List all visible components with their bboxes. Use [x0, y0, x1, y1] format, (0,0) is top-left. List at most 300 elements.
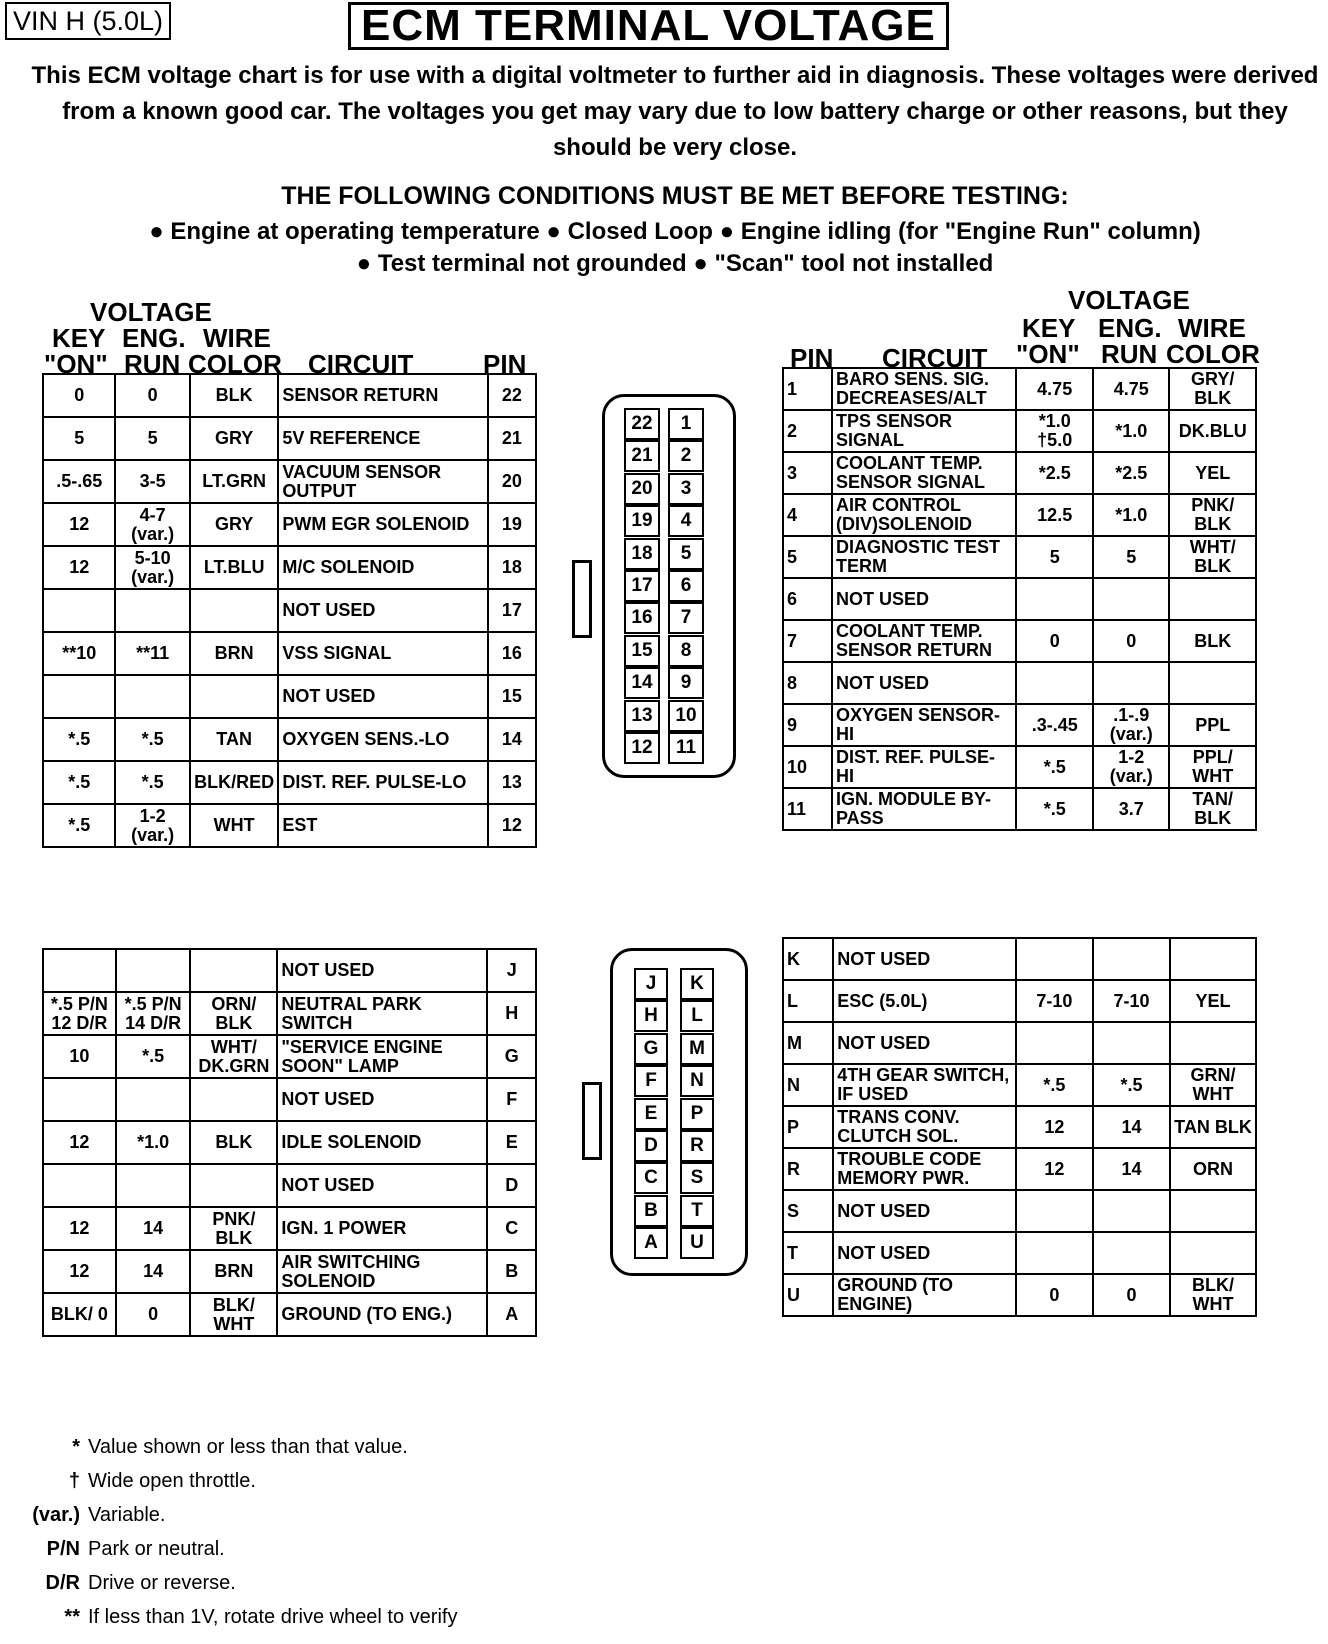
conditions-line-2: ● Test terminal not grounded ● "Scan" tool not installed: [356, 250, 994, 277]
table-row: [43, 992, 536, 1035]
connector-pin: R: [680, 1130, 714, 1162]
footnotes: [10, 1430, 457, 1634]
key-on-voltage: *.5: [1016, 788, 1093, 830]
table-row: [783, 368, 1256, 410]
connector-latch-bottom: [582, 1082, 602, 1160]
connector-pin: P: [680, 1098, 714, 1130]
wire-color: GRN/ WHT: [1170, 1064, 1256, 1106]
key-on-voltage: 10: [43, 1035, 116, 1078]
engine-run-voltage: 7-10: [1093, 980, 1170, 1022]
voltage-table-top-left: [42, 373, 537, 848]
pin-number: 12: [488, 804, 536, 847]
color-header-left: COLOR: [188, 349, 282, 379]
engine-run-voltage: [1093, 662, 1169, 704]
connector-pin: 5: [668, 538, 704, 570]
key-on-voltage: [43, 949, 116, 992]
table-row: [783, 1022, 1256, 1064]
pin-number: B: [487, 1250, 536, 1293]
engine-run-voltage: .1-.9 (var.): [1093, 704, 1169, 746]
pin-number: J: [487, 949, 536, 992]
connector-pin: C: [634, 1162, 668, 1194]
engine-run-voltage: 0: [1093, 1274, 1170, 1316]
key-on-voltage: [1016, 662, 1093, 704]
wire-color: WHT/ BLK: [1169, 536, 1256, 578]
connector-pin: D: [634, 1130, 668, 1162]
connector-pin: 11: [668, 732, 704, 764]
footnote-text: If less than 1V, rotate drive wheel to verify: [88, 1606, 458, 1628]
footnote-item: [10, 1464, 457, 1498]
circuit-name: NOT USED: [833, 938, 1016, 980]
pin-number: 5: [783, 536, 832, 578]
key-on-voltage: 4.75: [1016, 368, 1093, 410]
table-row: [43, 675, 536, 718]
key-on-voltage: BLK/ 0: [43, 1293, 116, 1336]
wire-color: LT.GRN: [190, 460, 279, 503]
key-on-voltage: 12: [43, 1121, 116, 1164]
pin-number: E: [487, 1121, 536, 1164]
key-on-voltage: 5: [43, 417, 115, 460]
engine-run-voltage: [116, 949, 191, 992]
table-row: [783, 536, 1256, 578]
circuit-name: PWM EGR SOLENOID: [278, 503, 487, 546]
engine-run-voltage: [1093, 578, 1169, 620]
engine-run-voltage: 5-10 (var.): [115, 546, 189, 589]
table-row: [783, 494, 1256, 536]
pin-number: 8: [783, 662, 832, 704]
connector-pin: 3: [668, 473, 704, 505]
table-row: [783, 620, 1256, 662]
engine-run-voltage: *1.0: [1093, 494, 1169, 536]
footnote-item: [10, 1532, 457, 1566]
circuit-name: AIR SWITCHING SOLENOID: [277, 1250, 487, 1293]
wire-color: [190, 589, 279, 632]
key-on-voltage: [1016, 578, 1093, 620]
wire-color: [1169, 578, 1256, 620]
table-row: [783, 1232, 1256, 1274]
table-row: [783, 788, 1256, 830]
pin-number: 21: [488, 417, 536, 460]
wire-color: [1170, 1022, 1256, 1064]
wire-color: BLK: [190, 374, 279, 417]
circuit-name: GROUND (TO ENGINE): [833, 1274, 1016, 1316]
pin-number: 3: [783, 452, 832, 494]
engine-run-voltage: 0: [116, 1293, 191, 1336]
pin-number: 17: [488, 589, 536, 632]
connector-pin: 2: [668, 440, 704, 472]
ecm-connector-top-pins: [602, 394, 730, 772]
wire-color: GRY/ BLK: [1169, 368, 1256, 410]
eng-header-right: ENG.: [1098, 313, 1162, 343]
pin-number: 14: [488, 718, 536, 761]
key-on-voltage: 0: [1016, 620, 1093, 662]
footnote-symbol: †: [68, 1470, 80, 1492]
connector-pin: 10: [668, 700, 704, 732]
pin-number: 10: [783, 746, 832, 788]
voltage-table-top-right: [782, 367, 1257, 831]
circuit-name: AIR CONTROL (DIV)SOLENOID: [832, 494, 1016, 536]
intro-paragraph: This ECM voltage chart is for use with a digital voltmeter to further aid in diagnosis. These voltages were derived from a known good car. The voltages you get may vary due to low battery charge or other reasons, but they should be very close.: [31, 62, 1319, 161]
on-header-left: "ON": [44, 349, 108, 379]
circuit-name: NOT USED: [832, 578, 1016, 620]
footnote-item: [10, 1600, 457, 1634]
circuit-name: NOT USED: [278, 589, 487, 632]
circuit-name: "SERVICE ENGINE SOON" LAMP: [277, 1035, 487, 1078]
voltage-table-bottom-left: [42, 948, 537, 1337]
engine-run-voltage: *.5: [1093, 1064, 1170, 1106]
circuit-name: SENSOR RETURN: [278, 374, 487, 417]
engine-run-voltage: [1093, 1190, 1170, 1232]
table-row: [43, 460, 536, 503]
circuit-name: OXYGEN SENS.-LO: [278, 718, 487, 761]
pin-number: G: [487, 1035, 536, 1078]
circuit-name: IDLE SOLENOID: [277, 1121, 487, 1164]
table-row: [783, 1064, 1256, 1106]
engine-run-voltage: 14: [1093, 1106, 1170, 1148]
footnote-symbol: *: [72, 1436, 80, 1458]
pin-number: 9: [783, 704, 832, 746]
key-header-right: KEY: [1022, 313, 1076, 343]
key-on-voltage: 0: [1016, 1274, 1093, 1316]
voltage-header-right: VOLTAGE: [1068, 285, 1190, 315]
key-on-voltage: [1016, 1190, 1093, 1232]
wire-color: [1169, 662, 1256, 704]
pin-number: N: [783, 1064, 833, 1106]
circuit-name: DIAGNOSTIC TEST TERM: [832, 536, 1016, 578]
ecm-connector-bottom-pins: [610, 948, 742, 1270]
table-row: [43, 804, 536, 847]
pin-number: 20: [488, 460, 536, 503]
table-row: [43, 1293, 536, 1336]
table-row: [783, 410, 1256, 452]
wire-color: BLK/RED: [190, 761, 279, 804]
table-row: [783, 1274, 1256, 1316]
engine-run-voltage: 5: [1093, 536, 1169, 578]
table-row: [43, 503, 536, 546]
footnote-symbol: P/N: [46, 1538, 80, 1560]
footnote-text: Drive or reverse.: [88, 1572, 236, 1594]
conditions-list: [30, 216, 1320, 280]
key-on-voltage: [43, 675, 115, 718]
circuit-name: NOT USED: [277, 949, 487, 992]
pin-number: L: [783, 980, 833, 1022]
pin-number: C: [487, 1207, 536, 1250]
circuit-name: DIST. REF. PULSE-HI: [832, 746, 1016, 788]
connector-pin: 19: [624, 505, 660, 537]
page-title: ECM TERMINAL VOLTAGE: [348, 2, 949, 50]
pin-number: 2: [783, 410, 832, 452]
connector-pin: 20: [624, 473, 660, 505]
engine-run-voltage: 14: [116, 1207, 191, 1250]
wire-color: BRN: [190, 632, 279, 675]
circuit-name: ESC (5.0L): [833, 980, 1016, 1022]
key-on-voltage: 12: [43, 1250, 116, 1293]
table-row: [783, 980, 1256, 1022]
key-on-voltage: *.5: [1016, 746, 1093, 788]
connector-pin: S: [680, 1162, 714, 1194]
key-on-voltage: *.5: [43, 761, 115, 804]
voltage-table-bottom-right: [782, 937, 1257, 1317]
key-on-voltage: *.5: [1016, 1064, 1093, 1106]
pin-number: 6: [783, 578, 832, 620]
footnote-item: [10, 1498, 457, 1532]
key-on-voltage: .5-.65: [43, 460, 115, 503]
key-on-voltage: [1016, 1232, 1093, 1274]
wire-color: ORN/ BLK: [190, 992, 277, 1035]
connector-pin: E: [634, 1098, 668, 1130]
table-row: [43, 589, 536, 632]
wire-color: [190, 675, 279, 718]
pin-number: 22: [488, 374, 536, 417]
table-row: [43, 1121, 536, 1164]
footnote-item: [10, 1566, 457, 1600]
run-header-left: RUN: [124, 349, 181, 379]
conditions-heading: THE FOLLOWING CONDITIONS MUST BE MET BEFORE TESTING:: [281, 182, 1069, 210]
engine-run-voltage: *.5: [115, 761, 189, 804]
wire-color: TAN/ BLK: [1169, 788, 1256, 830]
pin-number: 18: [488, 546, 536, 589]
table-row: [43, 1207, 536, 1250]
pin-number: D: [487, 1164, 536, 1207]
connector-pin: 1: [668, 408, 704, 440]
connector-pin: M: [680, 1033, 714, 1065]
circuit-name: IGN. MODULE BY-PASS: [832, 788, 1016, 830]
key-on-voltage: 12: [1016, 1106, 1093, 1148]
pin-number: 1: [783, 368, 832, 410]
wire-color: BLK/ WHT: [190, 1293, 277, 1336]
wire-color: GRY: [190, 417, 279, 460]
vin-label: VIN H (5.0L): [5, 2, 171, 40]
key-on-voltage: 5: [1016, 536, 1093, 578]
pin-number: P: [783, 1106, 833, 1148]
wire-color: [1170, 938, 1256, 980]
circuit-name: VSS SIGNAL: [278, 632, 487, 675]
on-header-right: "ON": [1016, 339, 1080, 369]
wire-color: TAN BLK: [1170, 1106, 1256, 1148]
engine-run-voltage: 1-2 (var.): [1093, 746, 1169, 788]
table-row: [43, 1078, 536, 1121]
engine-run-voltage: 4-7 (var.): [115, 503, 189, 546]
key-on-voltage: **10: [43, 632, 115, 675]
circuit-name: NOT USED: [832, 662, 1016, 704]
connector-pin: 14: [624, 667, 660, 699]
pin-number: 16: [488, 632, 536, 675]
connector-pin: T: [680, 1195, 714, 1227]
wire-header-right: WIRE: [1178, 313, 1246, 343]
table-row: [43, 949, 536, 992]
key-on-voltage: 12: [43, 546, 115, 589]
run-header-right: RUN: [1101, 339, 1158, 369]
connector-pin: 12: [624, 732, 660, 764]
footnote-symbol: (var.): [32, 1504, 80, 1526]
key-on-voltage: 12: [1016, 1148, 1093, 1190]
pin-header-right: PIN: [790, 343, 834, 373]
engine-run-voltage: [116, 1078, 191, 1121]
circuit-name: NOT USED: [278, 675, 487, 718]
wire-color: PNK/ BLK: [1169, 494, 1256, 536]
connector-pin: 15: [624, 635, 660, 667]
table-row: [783, 578, 1256, 620]
wire-color: WHT: [190, 804, 279, 847]
engine-run-voltage: [1093, 1022, 1170, 1064]
circuit-name: EST: [278, 804, 487, 847]
connector-pin: 7: [668, 602, 704, 634]
wire-color: BRN: [190, 1250, 277, 1293]
circuit-name: NOT USED: [277, 1078, 487, 1121]
wire-color: [190, 1078, 277, 1121]
table-row: [43, 761, 536, 804]
connector-pin: L: [680, 1000, 714, 1032]
wire-color: PNK/ BLK: [190, 1207, 277, 1250]
pin-number: 4: [783, 494, 832, 536]
engine-run-voltage: 3-5: [115, 460, 189, 503]
wire-color: [1170, 1232, 1256, 1274]
key-on-voltage: 0: [43, 374, 115, 417]
connector-pin: 18: [624, 538, 660, 570]
connector-pin: G: [634, 1033, 668, 1065]
engine-run-voltage: 5: [115, 417, 189, 460]
connector-pin: 22: [624, 408, 660, 440]
circuit-name: TRANS CONV. CLUTCH SOL.: [833, 1106, 1016, 1148]
key-on-voltage: 12: [43, 1207, 116, 1250]
engine-run-voltage: [1093, 938, 1170, 980]
pin-number: K: [783, 938, 833, 980]
circuit-name: NEUTRAL PARK SWITCH: [277, 992, 487, 1035]
wire-color: PPL: [1169, 704, 1256, 746]
connector-pin: 21: [624, 440, 660, 472]
wire-color: BLK: [190, 1121, 277, 1164]
wire-color: LT.BLU: [190, 546, 279, 589]
key-on-voltage: [1016, 938, 1093, 980]
circuit-name: GROUND (TO ENG.): [277, 1293, 487, 1336]
table-row: [783, 662, 1256, 704]
key-on-voltage: *.5: [43, 804, 115, 847]
footnote-text: Value shown or less than that value.: [88, 1436, 408, 1458]
circuit-name: OXYGEN SENSOR-HI: [832, 704, 1016, 746]
connector-pin: 17: [624, 570, 660, 602]
engine-run-voltage: [115, 675, 189, 718]
circuit-name: COOLANT TEMP. SENSOR SIGNAL: [832, 452, 1016, 494]
circuit-header-right: CIRCUIT: [882, 343, 988, 373]
engine-run-voltage: 0: [115, 374, 189, 417]
circuit-name: 5V REFERENCE: [278, 417, 487, 460]
wire-color: DK.BLU: [1169, 410, 1256, 452]
engine-run-voltage: **11: [115, 632, 189, 675]
engine-run-voltage: 14: [116, 1250, 191, 1293]
table-row: [783, 1190, 1256, 1232]
engine-run-voltage: [116, 1164, 191, 1207]
key-on-voltage: 12.5: [1016, 494, 1093, 536]
wire-color: TAN: [190, 718, 279, 761]
table-row: [783, 452, 1256, 494]
pin-number: R: [783, 1148, 833, 1190]
circuit-name: NOT USED: [833, 1022, 1016, 1064]
key-on-voltage: [43, 1164, 116, 1207]
circuit-name: IGN. 1 POWER: [277, 1207, 487, 1250]
table-row: [43, 374, 536, 417]
connector-pin: 8: [668, 635, 704, 667]
engine-run-voltage: *1.0: [1093, 410, 1169, 452]
engine-run-voltage: 1-2 (var.): [115, 804, 189, 847]
connector-pin: F: [634, 1065, 668, 1097]
wire-color: BLK: [1169, 620, 1256, 662]
engine-run-voltage: *.5: [116, 1035, 191, 1078]
wire-color: BLK/ WHT: [1170, 1274, 1256, 1316]
engine-run-voltage: 4.75: [1093, 368, 1169, 410]
table-row: [783, 746, 1256, 788]
connector-pin: H: [634, 1000, 668, 1032]
pin-number: 7: [783, 620, 832, 662]
connector-pin: K: [680, 968, 714, 1000]
circuit-name: TPS SENSOR SIGNAL: [832, 410, 1016, 452]
pin-number: S: [783, 1190, 833, 1232]
footnote-symbol: **: [64, 1606, 80, 1628]
connector-pin: N: [680, 1065, 714, 1097]
engine-run-voltage: *2.5: [1093, 452, 1169, 494]
engine-run-voltage: *1.0: [116, 1121, 191, 1164]
footnote-text: Wide open throttle.: [88, 1470, 256, 1492]
engine-run-voltage: *.5 P/N 14 D/R: [116, 992, 191, 1035]
pin-number: A: [487, 1293, 536, 1336]
connector-pin: 6: [668, 570, 704, 602]
color-header-right: COLOR: [1166, 339, 1260, 369]
key-on-voltage: *.5: [43, 718, 115, 761]
key-on-voltage: [43, 589, 115, 632]
table-row: [43, 1035, 536, 1078]
pin-number: T: [783, 1232, 833, 1274]
wire-color: GRY: [190, 503, 279, 546]
pin-number: 11: [783, 788, 832, 830]
table-row: [43, 417, 536, 460]
table-row: [783, 1148, 1256, 1190]
table-row: [43, 632, 536, 675]
connector-pin: J: [634, 968, 668, 1000]
key-on-voltage: .3-.45: [1016, 704, 1093, 746]
key-on-voltage: 12: [43, 503, 115, 546]
wire-header-left: WIRE: [203, 323, 271, 353]
connector-pin: B: [634, 1195, 668, 1227]
engine-run-voltage: [1093, 1232, 1170, 1274]
engine-run-voltage: [115, 589, 189, 632]
key-on-voltage: 7-10: [1016, 980, 1093, 1022]
wire-color: PPL/ WHT: [1169, 746, 1256, 788]
table-row: [43, 1250, 536, 1293]
wire-color: [190, 949, 277, 992]
connector-pin: 16: [624, 602, 660, 634]
engine-run-voltage: 0: [1093, 620, 1169, 662]
wire-color: ORN: [1170, 1148, 1256, 1190]
table-row: [783, 1106, 1256, 1148]
wire-color: YEL: [1169, 452, 1256, 494]
table-row: [43, 546, 536, 589]
circuit-name: DIST. REF. PULSE-LO: [278, 761, 487, 804]
circuit-header-left: CIRCUIT: [308, 349, 414, 379]
connector-pin: 13: [624, 700, 660, 732]
circuit-name: BARO SENS. SIG. DECREASES/ALT: [832, 368, 1016, 410]
voltage-header-left: VOLTAGE: [90, 297, 212, 327]
circuit-name: VACUUM SENSOR OUTPUT: [278, 460, 487, 503]
wire-color: [190, 1164, 277, 1207]
circuit-name: 4TH GEAR SWITCH, IF USED: [833, 1064, 1016, 1106]
key-on-voltage: *2.5: [1016, 452, 1093, 494]
connector-pin: U: [680, 1227, 714, 1259]
footnote-symbol: D/R: [45, 1572, 80, 1594]
circuit-name: NOT USED: [833, 1232, 1016, 1274]
circuit-name: COOLANT TEMP. SENSOR RETURN: [832, 620, 1016, 662]
engine-run-voltage: 14: [1093, 1148, 1170, 1190]
key-on-voltage: [1016, 1022, 1093, 1064]
engine-run-voltage: 3.7: [1093, 788, 1169, 830]
connector-pin: A: [634, 1227, 668, 1259]
